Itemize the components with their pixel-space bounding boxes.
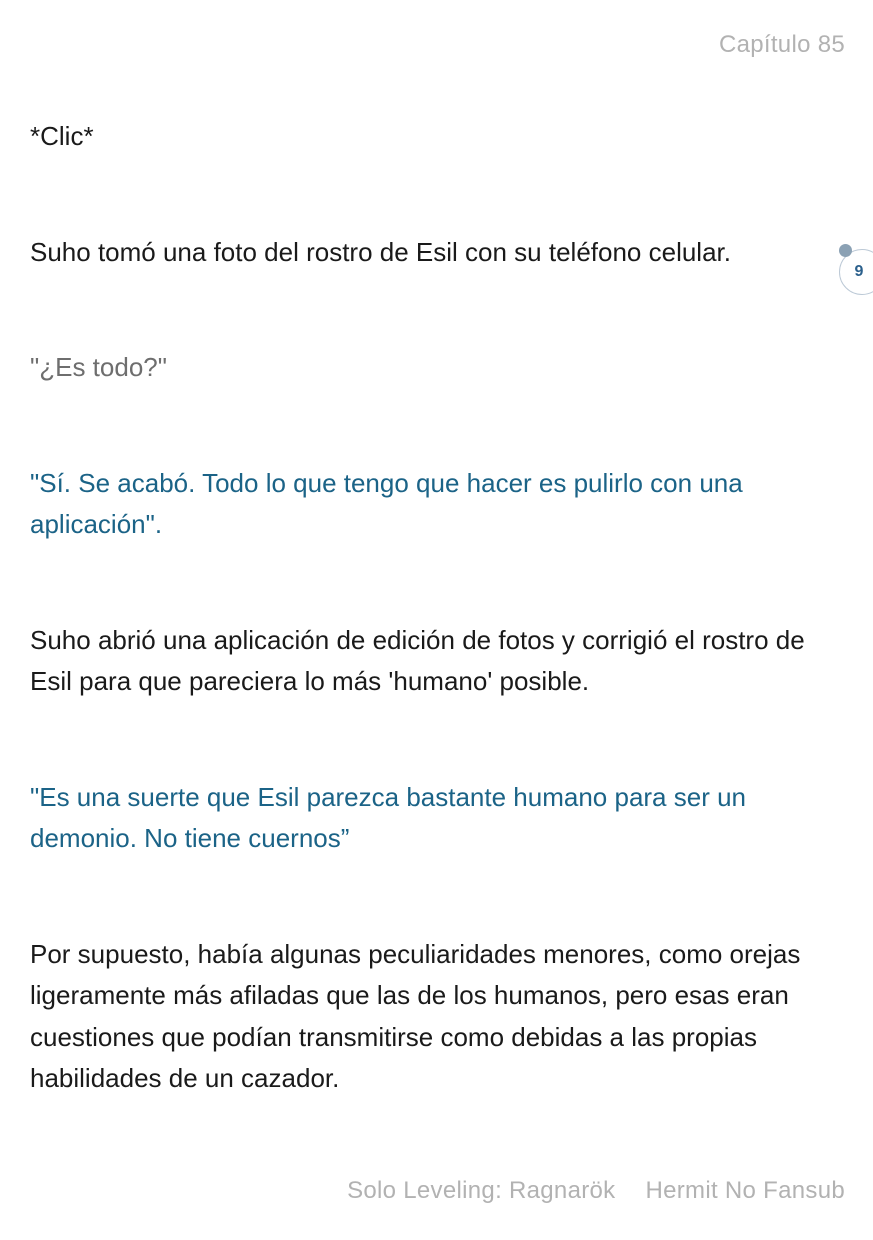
paragraph-sfx: *Clic* <box>30 121 94 151</box>
paragraph-narration: Por supuesto, había algunas peculiaridades menores, como orejas ligeramente más afiladas que las de los humanos, pero esas eran cuestiones que podían transmitirse como debidas a las propias habilidades de un cazador. <box>30 938 801 1093</box>
paragraph-dialogue-teal: "Es una suerte que Esil parezca bastante humano para ser un demonio. No tiene cuernos” <box>30 781 747 853</box>
paragraph-dialogue-teal: "Sí. Se acabó. Todo lo que tengo que hacer es pulirlo con una aplicación". <box>30 467 743 539</box>
chapter-text-content <box>0 59 873 1100</box>
paragraph-dialogue-gray: "¿Es todo?" <box>30 352 167 382</box>
annotation-count-label: 9 <box>854 263 864 280</box>
fansub-credit: Hermit No Fansub <box>645 1177 845 1204</box>
page-footer <box>0 1175 873 1207</box>
annotation-count-badge[interactable] <box>839 249 873 295</box>
paragraph-narration: Suho tomó una foto del rostro de Esil con su teléfono celular. <box>30 236 731 267</box>
book-title: Solo Leveling: Ragnarök <box>347 1177 616 1204</box>
chapter-header: Capítulo 85 <box>718 31 845 58</box>
paragraph-narration: Suho abrió una aplicación de edición de fotos y corrigió el rostro de Esil para que pareciera lo más 'humano' posible. <box>30 624 805 696</box>
